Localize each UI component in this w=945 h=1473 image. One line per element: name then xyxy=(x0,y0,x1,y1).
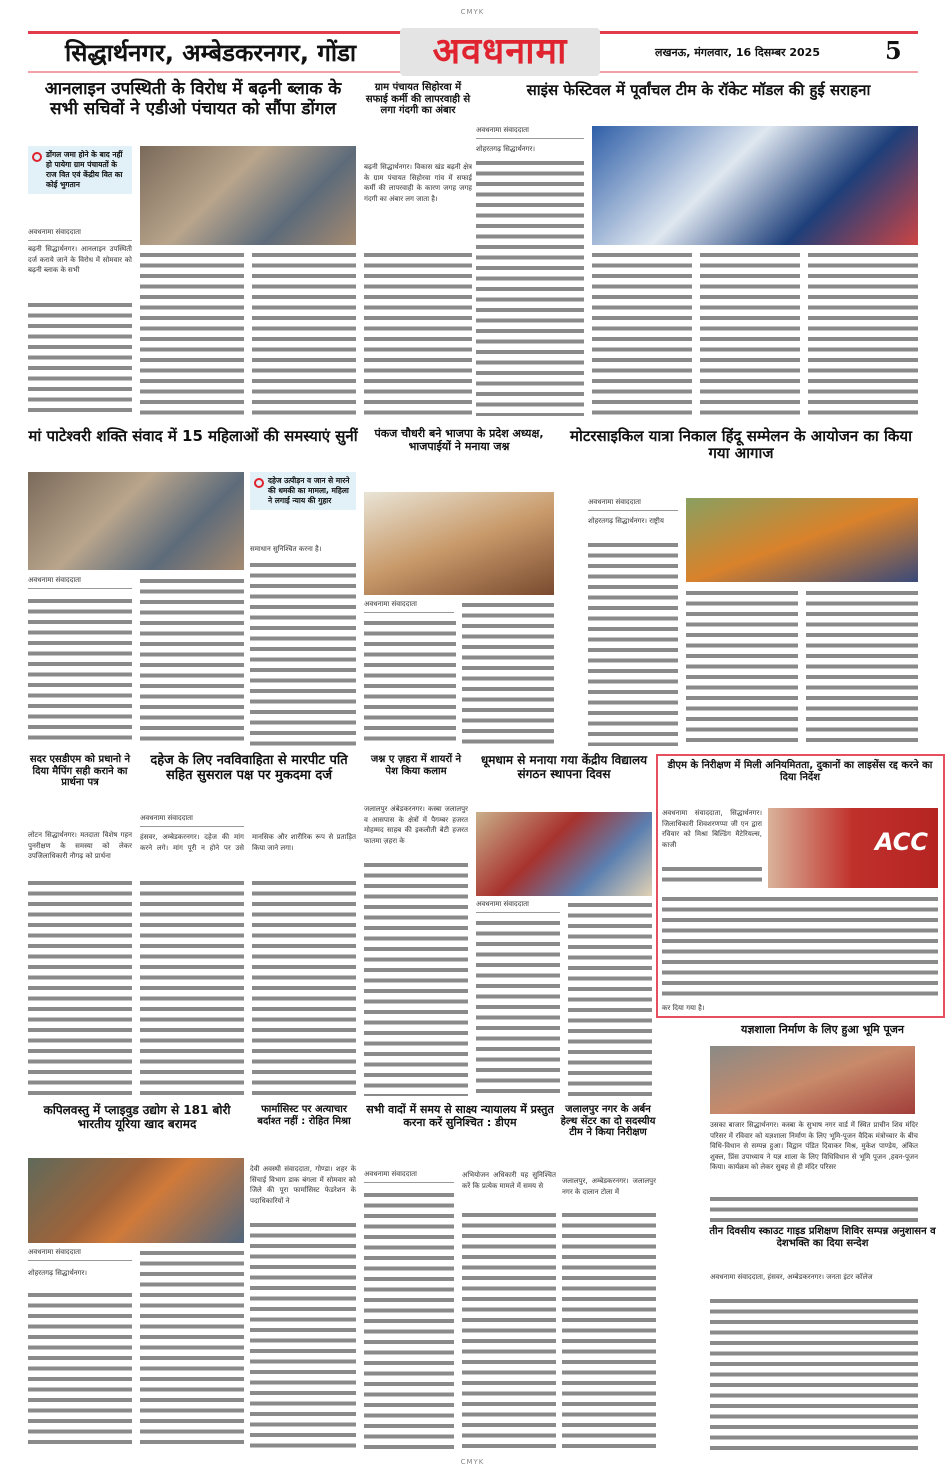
headline-science-festival: साइंस फेस्टिवल में पूर्वांचल टीम के रॉकेट मॉडल की हुई सराहना xyxy=(526,81,871,99)
article-body xyxy=(806,588,918,746)
article-body xyxy=(588,540,678,746)
cmyk-mark: CMYK xyxy=(460,8,485,16)
article-body xyxy=(364,860,468,1096)
article-body xyxy=(28,596,132,746)
article-body xyxy=(562,1210,656,1450)
article-body xyxy=(662,894,938,1000)
article-body xyxy=(140,250,244,416)
article-lead: अवधनामा संवाददाता, हंसवर, अम्बेडकरनगर। जनता इंटर कॉलेज xyxy=(710,1273,873,1281)
article-body xyxy=(364,250,472,416)
headline-sihorwa: ग्राम पंचायत सिहोरवा में सफाई कर्मी की लापरवाही से लगा गंदगी का अंबार xyxy=(365,82,471,116)
article-lead: शोहरतगढ़ सिद्धार्थनगर। xyxy=(476,145,536,153)
byline: अवधनामा संवाददाता xyxy=(364,1170,454,1183)
photo-celebration xyxy=(364,492,554,595)
article-body xyxy=(140,576,244,746)
headline-dowry-case: दहेज के लिए नवविवाहिता से मारपीट पति सहित सुसराल पक्ष पर मुकदमा दर्ज xyxy=(150,753,348,783)
issue-date: लखनऊ, मंगलवार, 16 दिसम्बर 2025 xyxy=(655,46,820,59)
edition-title: सिद्धार्थनगर, अम्बेडकरनगर, गोंडा xyxy=(65,39,357,67)
article-lead: लोटन सिद्धार्थनगर। मतदाता विशेष गहन पुनरीक्षण के समस्या को लेकर उपजिलाधिकारी नौगढ़ को प्रार्थना xyxy=(28,831,132,860)
article-body xyxy=(140,878,244,1096)
byline: अवधनामा संवाददाता xyxy=(140,814,244,827)
article-lead: जलालपुर अंबेडकरनगर। कस्बा जलालपुर व आसपास के क्षेत्रों में पैगम्बर हजरत मोहम्मद साहब की इकलौती बेटी हजरत फातमा ज़हरा के xyxy=(364,805,468,845)
headline-urea-recovery: कपिलवस्तु में प्लाइवुड उद्योग से 181 बोरी भारतीय यूरिया खाद बरामद xyxy=(43,1103,231,1131)
byline: अवधनामा संवाददाता xyxy=(364,600,454,613)
headline-pateshwari: मां पाटेश्वरी शक्ति संवाद में 15 महिलाओं की समस्याएं सुनीं xyxy=(28,427,358,445)
cmyk-mark: CMYK xyxy=(460,1458,485,1466)
photo-science-team xyxy=(592,126,918,245)
article-lead: शोहरतगढ़ सिद्धार्थनगर। xyxy=(28,1269,88,1277)
article-lead: अभियोजन अधिकारी यह सुनिश्चित करें कि प्रत्येक मामले में समय से xyxy=(462,1171,556,1190)
article-lead: समाधान सुनिश्चित करना है। xyxy=(250,545,322,553)
acc-signboard: ACC xyxy=(874,828,928,856)
article-body xyxy=(250,1220,356,1450)
article-lead: बढ़नी सिद्धार्थनगर। आनलाइन उपस्थिती दर्ज कराये जाने के विरोध में सोमवार को बढ़नी ब्लाक के सभी xyxy=(28,245,132,274)
article-body xyxy=(140,1248,244,1450)
article-body xyxy=(710,1194,918,1222)
article-body xyxy=(592,250,692,416)
headline-dm-inspection: डीएम के निरीक्षण में मिली अनियमितता, दुकानों का लाइसेंस रद्द करने का दिया निर्देश xyxy=(667,760,933,783)
article-body xyxy=(364,1190,454,1450)
article-tail: कर दिया गया है। xyxy=(662,1004,705,1012)
photo-urea-bags xyxy=(28,1158,244,1243)
article-lead: देवी अवस्थी संवाददाता, गोण्डा। शहर के सिंचाई विभाग डाक बंगला में सोमवार को जिले की पूरा फार्मासिस्ट फेडरेशन के पदाधिकारियों ने xyxy=(250,1165,356,1205)
article-lead: हंसवर, अम्बेडकरनगर। दहेज की मांग करने लगे। मांग पूरी न होने पर उसे मानसिक और शारीरिक रूप से प्रताड़ित किया जाने लगा। xyxy=(140,833,356,852)
highlight-text: डोंगल जमा होने के बाद नहीं हो पायेगा ग्राम पंचायतों के राज वित एवं केंद्रीय वित का कोई भुगतान xyxy=(46,150,123,189)
article-body xyxy=(710,1296,918,1450)
article-body xyxy=(476,918,560,1096)
article-body xyxy=(476,158,584,416)
masthead-logo: अवधनामा xyxy=(400,28,600,76)
article-lead: जलालपुर, अम्बेडकरनगर। जलालपुर नगर के दालान टोला में xyxy=(562,1177,656,1196)
headline-kvs-foundation-day: धूमधाम से मनाया गया केंद्रीय विद्यालय संगठन स्थापना दिवस xyxy=(480,753,648,781)
headline-yagyashala: यज्ञशाला निर्माण के लिए हुआ भूमि पूजन xyxy=(741,1023,904,1036)
byline: अवधनामा संवाददाता xyxy=(28,576,132,589)
article-body xyxy=(808,250,918,416)
photo-school-dance xyxy=(476,812,652,896)
highlight-box xyxy=(250,472,356,510)
headline-pankaj-chaudhary: पंकज चौधरी बने भाजपा के प्रदेश अध्यक्ष, भाजपाईयों ने मनाया जश्न xyxy=(374,427,544,453)
article-body xyxy=(28,878,132,1096)
article-lead: अवधनामा संवाददाता, सिद्धार्थनगर। जिलाधिकारी शिवशरणप्पा जी एन द्वारा रविवार को मिश्रा बिल्डिंग मैटेरियल्स, काजी xyxy=(662,809,762,849)
byline: अवधनामा संवाददाता xyxy=(476,900,560,913)
photo-women-meeting xyxy=(28,472,244,570)
article-body xyxy=(250,560,356,746)
article-body xyxy=(700,250,800,416)
byline: अवधनामा संवाददाता xyxy=(476,126,584,139)
page-number: 5 xyxy=(885,36,902,65)
byline: अवधनामा संवाददाता xyxy=(28,1248,132,1261)
headline-dm-evidence: सभी वादों में समय से साक्ष्य न्यायालय में प्रस्तुत करना करें सुनिश्चित : डीएम xyxy=(366,1103,554,1129)
article-body xyxy=(252,878,356,1096)
photo-dm-inspection xyxy=(768,808,938,888)
article-body xyxy=(662,864,762,888)
article-lead: शोहरतगढ़ सिद्धार्थनगर। राष्ट्रीय xyxy=(588,517,664,525)
photo-bhoomi-pujan xyxy=(710,1046,915,1114)
article-body xyxy=(462,600,554,746)
headline-online-attendance: आनलाइन उपस्थिती के विरोध में बढ़नी ब्लाक के सभी सचिवों ने एडीओ पंचायत को सौंपा डोंगल xyxy=(44,79,342,119)
byline: अवधनामा संवाददाता xyxy=(28,228,132,241)
article-body xyxy=(252,250,356,416)
article-lead: उसका बाजार सिद्धार्थनगर। कस्बा के सुभाष नगर वार्ड में स्थित प्राचीन शिव मंदिर परिसर में रविवार को यज्ञशाला निर्माण के लिए भूमि-पूजन वैदिक मंत्रोच्चार के बीच विधि-विधान से सम्पन्न हुआ। विद्वान पंडित दिवाकर मिश्र, मुकेश पाण्डेय, अंकित शुक्ल, प्रिंस उपाध्याय ने यज्ञ शाला के लिए विधिविधान से भूमि पूजन ,हवन-पूजन किया। कार्यक्रम को लेकर सुबह से ही मंदिर परिसर xyxy=(710,1121,918,1171)
headline-health-center: जलालपुर नगर के अर्बन हेल्थ सेंटर का दो सदस्यीय टीम ने किया निरीक्षण xyxy=(560,1104,656,1138)
headline-scout-guide-camp: तीन दिवसीय स्काउट गाइड प्रशिक्षण शिविर सम्पन्न अनुशासन व देशभक्ति का दिया सन्देश xyxy=(709,1226,936,1249)
article-body xyxy=(462,1210,556,1450)
highlight-box xyxy=(28,146,132,194)
headline-motorcycle-yatra: मोटरसाइकिल यात्रा निकाल हिंदू सम्मेलन के आयोजन का किया गया आगाज xyxy=(569,427,913,463)
article-body xyxy=(28,1290,132,1450)
article-body xyxy=(568,900,652,1096)
photo-dongle-handover xyxy=(140,146,356,245)
article-body xyxy=(364,618,456,746)
headline-jashn-e-zahra: जश्न ए ज़हरा में शायरों ने पेश किया कलाम xyxy=(370,754,462,777)
article-body xyxy=(28,300,132,416)
article-body xyxy=(686,588,798,746)
photo-bike-rally xyxy=(686,498,918,582)
byline: अवधनामा संवाददाता xyxy=(588,498,678,511)
article-lead: बढ़नी सिद्धार्थनगर। विकास खंड बढ़नी क्षेत्र के ग्राम पंचायत सिहोरवा गांव में सफाई कर्मी की लापरवाही के कारण जगह जगह गंदगी का अंबार लग जाता है। xyxy=(364,163,472,203)
highlight-text: दहेज उत्पीड़न व जान से मारने की धमकी का मामला, महिला ने लगाई न्याय की गुहार xyxy=(268,476,350,505)
headline-pharmacist: फार्मासिस्ट पर अत्याचार बर्दाश्त नहीं : रोहित मिश्रा xyxy=(257,1104,351,1127)
headline-sdm-mapping: सदर एसडीएम को प्रधानो ने दिया मैपिंग सही कराने का प्रार्थना पत्र xyxy=(29,754,131,788)
